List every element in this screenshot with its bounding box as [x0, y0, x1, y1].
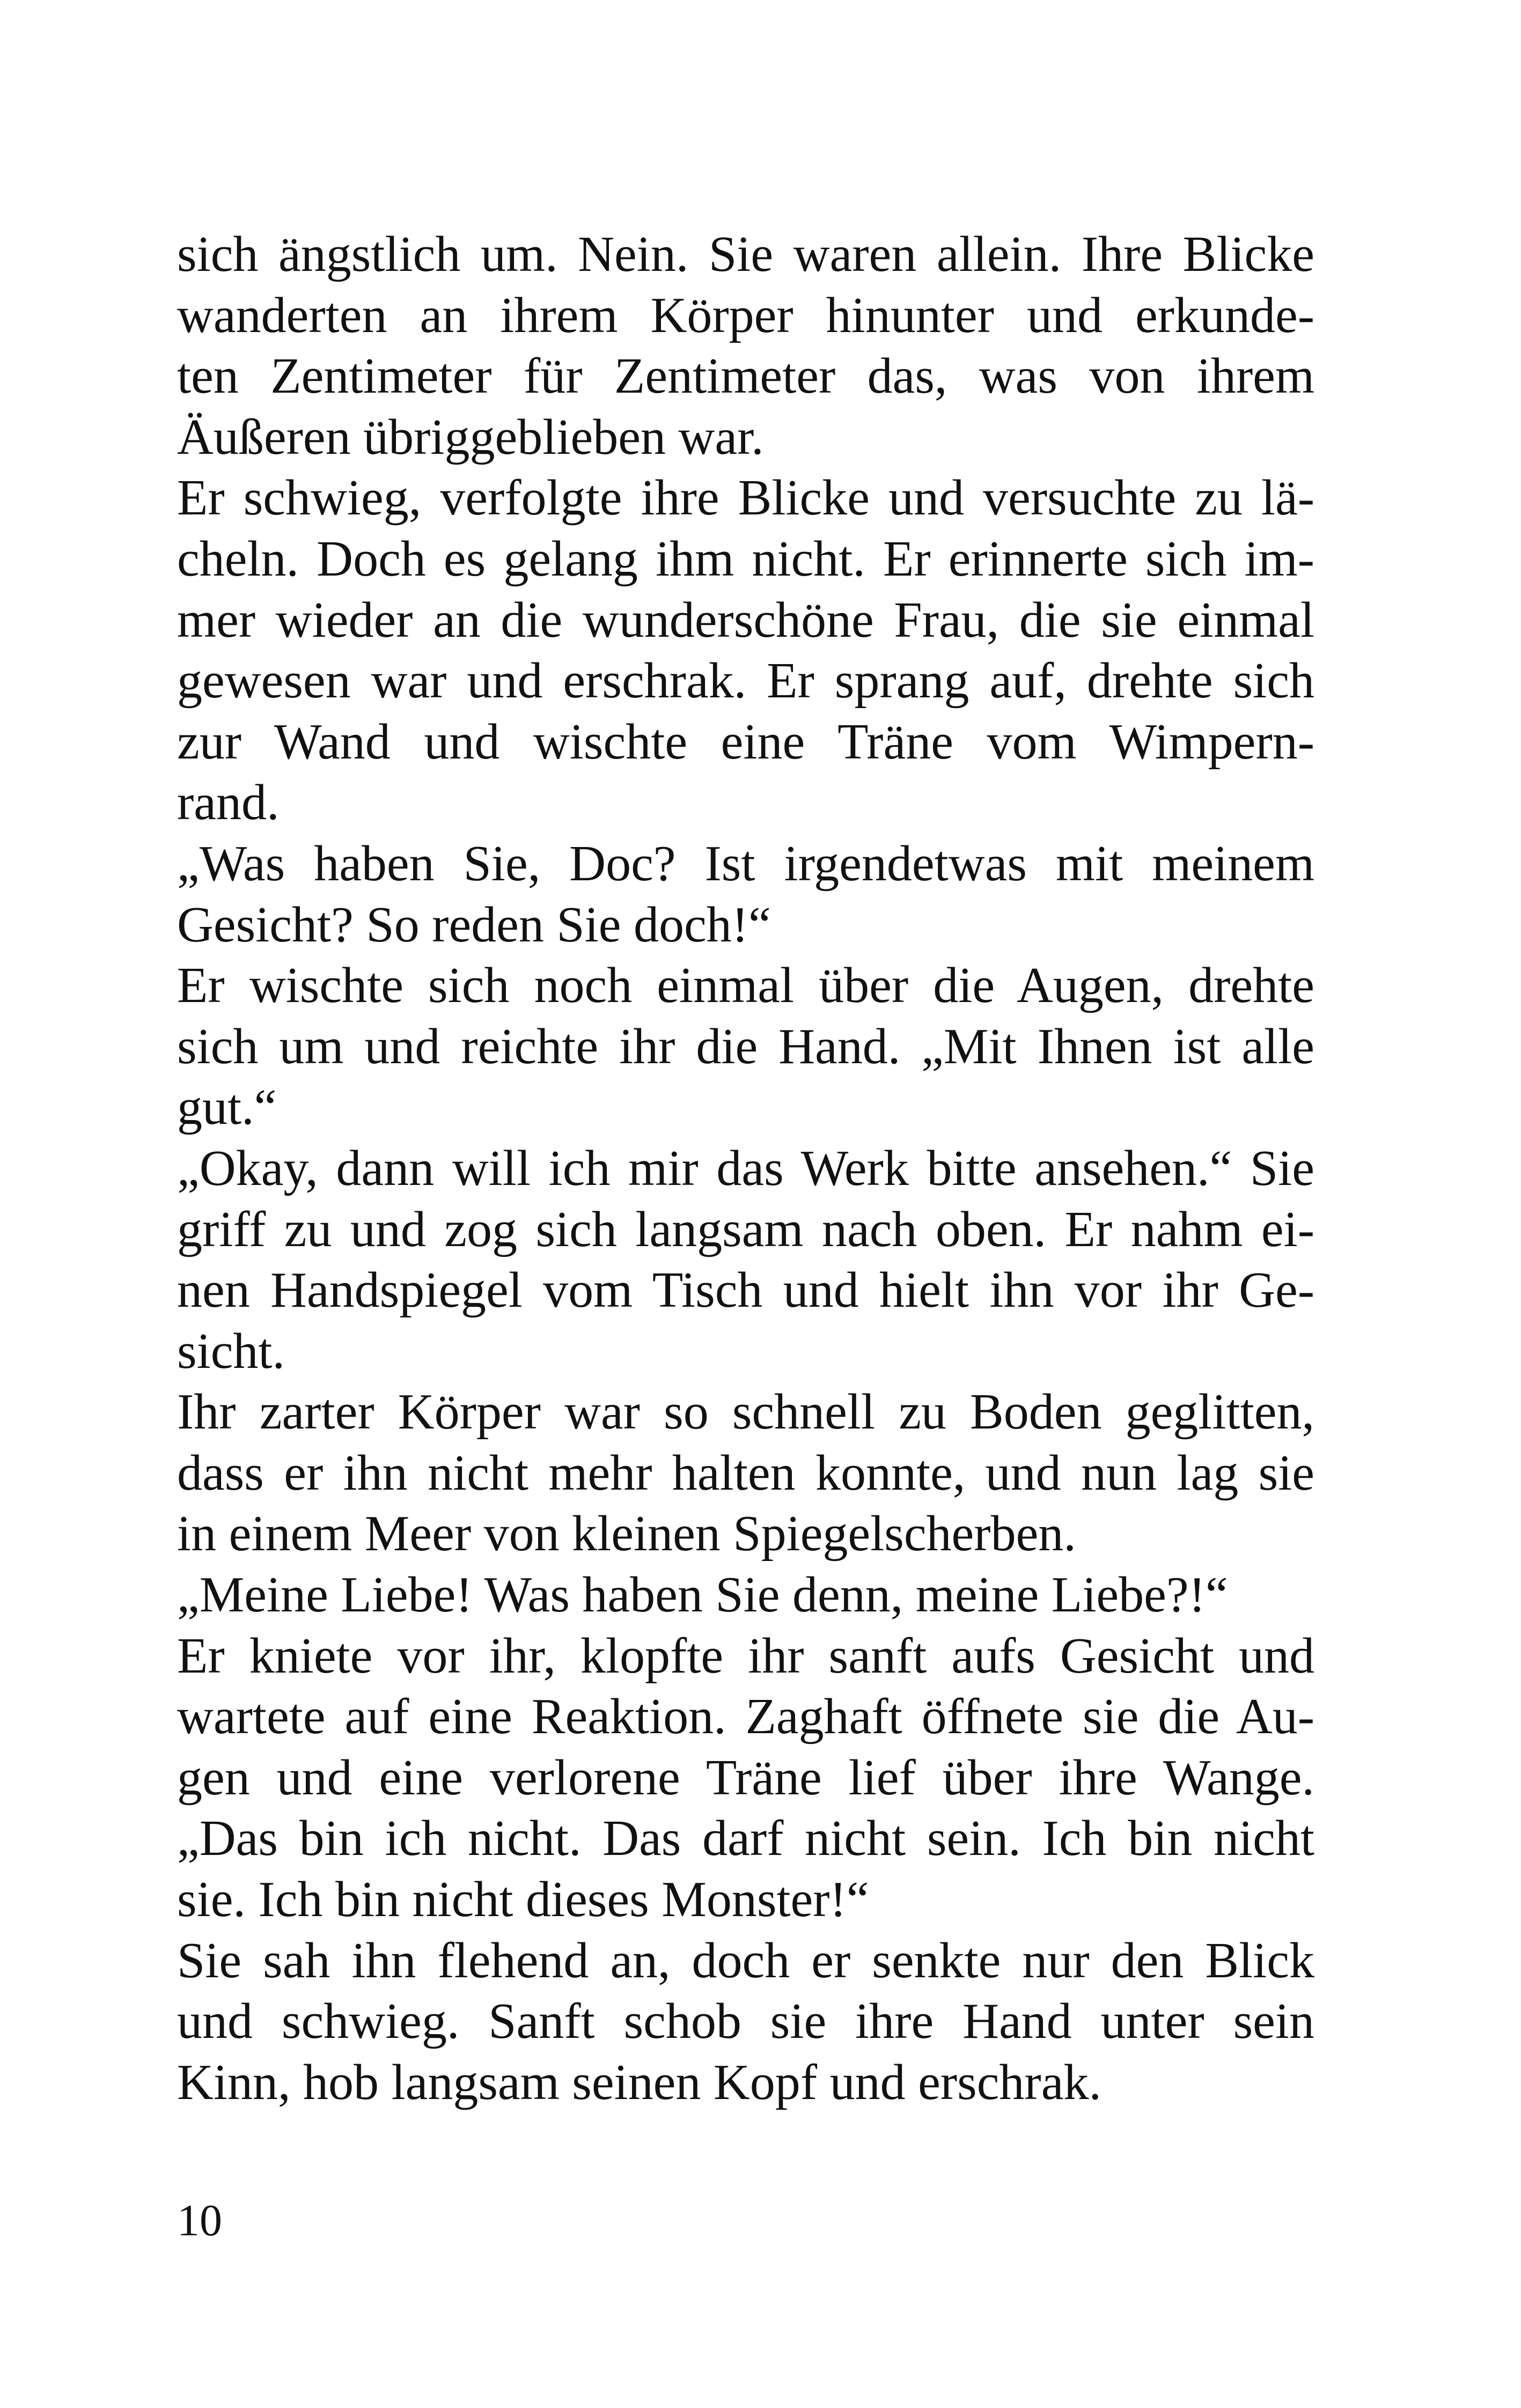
text-line: Gesicht? So reden Sie doch!“	[177, 896, 771, 953]
text-line: sie. Ich bin nicht dieses Monster!“	[177, 1872, 869, 1928]
text-line: sich um und reichte ihr die Hand. „Mit Ihnen ist alle	[177, 1018, 1314, 1074]
text-line: wartete auf eine Reaktion. Zaghaft öffnete sie die Au-	[177, 1689, 1314, 1745]
text-line: cheln. Doch es gelang ihm nicht. Er erinnerte sich im-	[177, 531, 1314, 587]
text-line: in einem Meer von kleinen Spiegelscherben.	[177, 1506, 1076, 1562]
text-line: Sie sah ihn flehend an, doch er senkte nur den Blick	[177, 1932, 1314, 1989]
text-line: gewesen war und erschrak. Er sprang auf, drehte sich	[177, 653, 1314, 709]
text-line: Ihr zarter Körper war so schnell zu Boden geglitten,	[177, 1384, 1314, 1440]
page-number: 10	[177, 2196, 222, 2245]
text-line: Er kniete vor ihr, klopfte ihr sanft aufs Gesicht und	[177, 1628, 1314, 1684]
text-line: gen und eine verlorene Träne lief über ihre Wange.	[177, 1749, 1314, 1806]
text-line: Kinn, hob langsam seinen Kopf und erschrak.	[177, 2054, 1101, 2110]
text-line: griff zu und zog sich langsam nach oben. Er nahm ei-	[177, 1201, 1314, 1257]
text-line: und schwieg. Sanft schob sie ihre Hand unter sein	[177, 1993, 1314, 2050]
text-line: „Okay, dann will ich mir das Werk bitte ansehen.“ Sie	[177, 1140, 1314, 1196]
text-line: ten Zentimeter für Zentimeter das, was von ihrem	[177, 348, 1314, 404]
text-line: rand.	[177, 775, 280, 831]
text-line: gut.“	[177, 1079, 277, 1136]
text-line: Er schwieg, verfolgte ihre Blicke und versuchte zu lä-	[177, 470, 1314, 526]
text-line: „Was haben Sie, Doc? Ist irgendetwas mit meinem	[177, 835, 1314, 892]
text-line: sicht.	[177, 1323, 285, 1379]
text-line: Äußeren übriggeblieben war.	[177, 409, 764, 465]
text-line: nen Handspiegel vom Tisch und hielt ihn vor ihr Ge-	[177, 1262, 1314, 1319]
text-line: Er wischte sich noch einmal über die Augen, drehte	[177, 958, 1314, 1014]
body-text	[177, 224, 1314, 2113]
text-line: wanderten an ihrem Körper hinunter und erkunde-	[177, 287, 1314, 343]
text-line: dass er ihn nicht mehr halten konnte, und nun lag sie	[177, 1445, 1314, 1501]
text-line: „Das bin ich nicht. Das darf nicht sein. Ich bin nicht	[177, 1810, 1314, 1867]
text-line: sich ängstlich um. Nein. Sie waren allein. Ihre Blicke	[177, 226, 1314, 282]
text-line: „Meine Liebe! Was haben Sie denn, meine Liebe?!“	[177, 1567, 1228, 1623]
text-line: zur Wand und wischte eine Träne vom Wimpern-	[177, 713, 1314, 770]
text-line: mer wieder an die wunderschöne Frau, die sie einmal	[177, 592, 1314, 648]
